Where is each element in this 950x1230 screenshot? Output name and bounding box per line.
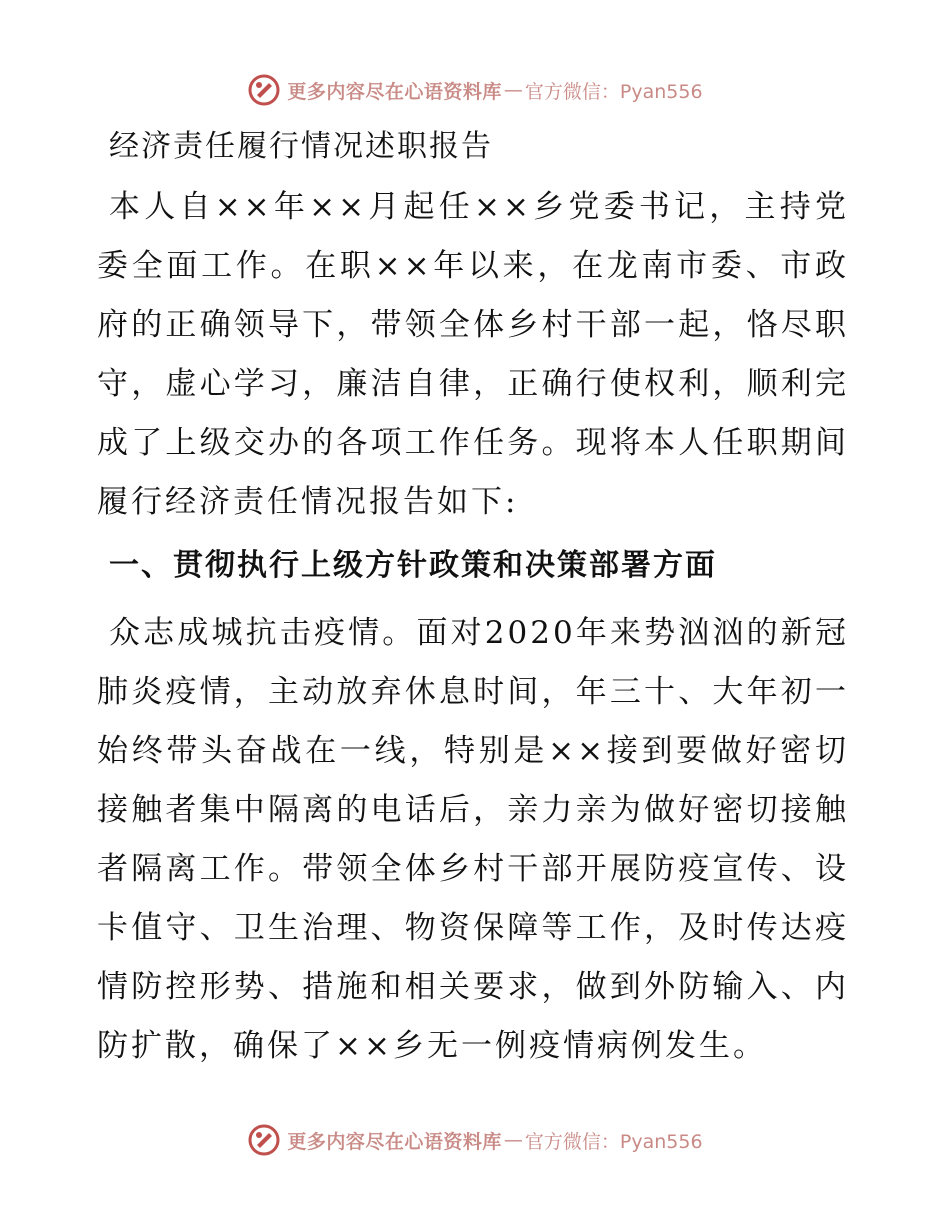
watermark-separator: — [503, 79, 523, 101]
document-body [97, 122, 849, 1082]
watermark-logo-icon [247, 73, 281, 107]
footer-watermark [0, 1120, 950, 1160]
watermark-separator: — [503, 1129, 523, 1151]
watermark-contact: 官方微信：Pyan556 [524, 80, 703, 103]
watermark-text: 更多内容尽在心语资料库 [287, 1130, 502, 1153]
section-heading: 一、贯彻执行上级方针政策和决策部署方面 [109, 548, 717, 583]
header-watermark [0, 70, 950, 110]
intro-paragraph: 本人自××年××月起任××乡党委书记，主持党委全面工作。在职××年以来，在龙南市委、市政府的正确领导下，带领全体乡村干部一起，恪尽职守，虚心学习，廉洁自律，正确行使权利，顺利完成了上级交办的各项工作任务。现将本人任职期间履行经济责任情况报告如下: [97, 189, 849, 520]
page-title: 经济责任履行情况述职报告 [109, 129, 493, 164]
watermark-text: 更多内容尽在心语资料库 [287, 80, 502, 103]
watermark-contact: 官方微信：Pyan556 [524, 1130, 703, 1153]
watermark-logo-icon [247, 1123, 281, 1157]
section-paragraph: 众志成城抗击疫情。面对2020年来势汹汹的新冠肺炎疫情，主动放弃休息时间，年三十、大年初一始终带头奋战在一线，特别是××接到要做好密切接触者集中隔离的电话后，亲力亲为做好密切接触者隔离工作。带领全体乡村干部开展防疫宣传、设卡值守、卫生治理、物资保障等工作，及时传达疫情防控形势、措施和相关要求，做到外防输入、内防扩散，确保了××乡无一例疫情病例发生。 [97, 615, 849, 1064]
